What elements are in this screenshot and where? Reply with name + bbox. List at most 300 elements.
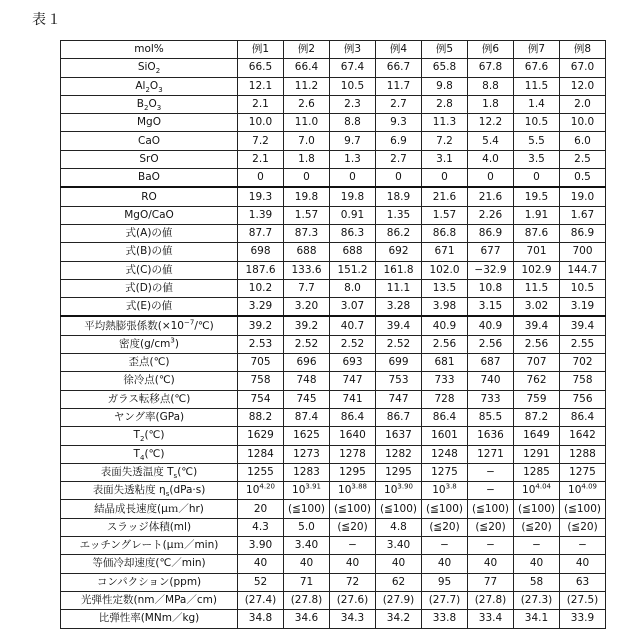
label-subscript: 3 <box>157 104 161 112</box>
cell-value: 0 <box>349 171 356 183</box>
table-row <box>61 372 606 390</box>
label-text: MgO/CaO <box>124 209 174 221</box>
value-cell <box>514 537 560 555</box>
value-cell <box>376 59 422 77</box>
table-row <box>61 610 606 628</box>
value-cell <box>238 77 284 95</box>
value-cell <box>514 518 560 536</box>
cell-value: 40.9 <box>433 320 456 332</box>
value-cell <box>376 224 422 242</box>
cell-value: 2.53 <box>249 338 272 350</box>
value-cell <box>422 573 468 591</box>
cell-value: 20 <box>254 503 267 515</box>
value-cell <box>238 390 284 408</box>
label-text: T <box>134 448 140 460</box>
value-cell <box>514 482 560 500</box>
value-cell <box>284 187 330 206</box>
value-cell <box>560 316 606 335</box>
cell-value: 66.7 <box>387 61 410 73</box>
value-cell <box>422 95 468 113</box>
value-cell <box>468 316 514 335</box>
value-cell <box>422 518 468 536</box>
value-cell <box>422 335 468 353</box>
table-row <box>61 150 606 168</box>
value-cell <box>468 59 514 77</box>
value-cell <box>376 408 422 426</box>
cell-value: 8.0 <box>344 282 361 294</box>
cell-value: 0 <box>395 171 402 183</box>
cell-value: 40.7 <box>341 320 364 332</box>
value-cell <box>284 298 330 317</box>
glass-composition-table <box>60 40 606 629</box>
label-text: 式(D)の値 <box>125 282 173 294</box>
row-label <box>61 132 238 150</box>
cell-value: 39.2 <box>249 320 272 332</box>
cell-value: 705 <box>250 356 270 368</box>
label-text: 式(C)の値 <box>125 264 172 276</box>
cell-value: 19.5 <box>525 191 548 203</box>
cell-value: 3.07 <box>341 300 364 312</box>
value-cell <box>330 610 376 628</box>
value-cell <box>468 95 514 113</box>
cell-value: 1.8 <box>482 98 499 110</box>
cell-value: 8.8 <box>482 80 499 92</box>
cell-value: 1.39 <box>249 209 272 221</box>
value-cell <box>560 169 606 188</box>
label-subscript: 2 <box>140 435 144 443</box>
value-cell <box>330 132 376 150</box>
value-cell <box>330 390 376 408</box>
cell-value: 40 <box>438 557 451 569</box>
value-cell <box>284 316 330 335</box>
value-cell <box>560 537 606 555</box>
value-cell <box>422 372 468 390</box>
cell-value: 2.56 <box>479 338 502 350</box>
cell-value: 102.0 <box>429 264 459 276</box>
cell-value: 87.2 <box>525 411 548 423</box>
value-cell <box>514 59 560 77</box>
value-cell <box>422 408 468 426</box>
cell-value: 10 <box>432 484 445 496</box>
cell-value: 693 <box>342 356 362 368</box>
value-cell <box>514 132 560 150</box>
value-cell <box>376 114 422 132</box>
cell-value: 40 <box>576 557 589 569</box>
label-text: 平均熱膨張係数(×10 <box>84 320 184 332</box>
row-label <box>61 316 238 335</box>
table-row <box>61 59 606 77</box>
cell-value: 1640 <box>339 429 366 441</box>
cell-value: 151.2 <box>337 264 367 276</box>
cell-value: 6.9 <box>390 135 407 147</box>
cell-value: 0.91 <box>341 209 364 221</box>
value-cell <box>238 500 284 518</box>
table-row <box>61 132 606 150</box>
label-text: 光弾性定数(nm／MPa／cm) <box>81 594 217 606</box>
cell-value: 187.6 <box>245 264 275 276</box>
cell-value: 34.6 <box>295 612 318 624</box>
value-cell <box>330 169 376 188</box>
header-row <box>61 41 606 59</box>
label-text: Al <box>135 80 145 92</box>
cell-value: 10.2 <box>249 282 272 294</box>
cell-value: 1283 <box>293 466 320 478</box>
cell-value: (27.8) <box>475 594 507 606</box>
cell-value: 1.8 <box>298 153 315 165</box>
value-cell <box>376 354 422 372</box>
table-row <box>61 408 606 426</box>
cell-value: 2.7 <box>390 98 407 110</box>
cell-value: 700 <box>572 245 592 257</box>
cell-value: 1649 <box>523 429 550 441</box>
cell-value: 4.0 <box>482 153 499 165</box>
row-label <box>61 224 238 242</box>
cell-value: 3.40 <box>387 539 410 551</box>
value-cell <box>330 555 376 573</box>
cell-exponent: 4.20 <box>259 483 275 491</box>
value-cell <box>468 169 514 188</box>
cell-value: −32.9 <box>474 264 506 276</box>
label-text: ) <box>175 338 179 350</box>
table-row <box>61 77 606 95</box>
value-cell <box>422 482 468 500</box>
cell-value: 2.56 <box>525 338 548 350</box>
cell-value: − <box>348 539 357 551</box>
cell-value: 87.7 <box>249 227 272 239</box>
value-cell <box>422 114 468 132</box>
value-cell <box>376 482 422 500</box>
cell-value: 19.8 <box>341 191 364 203</box>
cell-exponent: 3.8 <box>446 483 457 491</box>
cell-value: 63 <box>576 576 589 588</box>
value-cell <box>468 518 514 536</box>
cell-value: 12.0 <box>571 80 594 92</box>
cell-value: 133.6 <box>291 264 321 276</box>
value-cell <box>560 206 606 224</box>
value-cell <box>468 243 514 261</box>
header-example: 例4 <box>376 41 422 59</box>
value-cell <box>560 518 606 536</box>
label-text: (dPa·s) <box>169 484 205 496</box>
value-cell <box>468 150 514 168</box>
value-cell <box>560 59 606 77</box>
value-cell <box>468 335 514 353</box>
value-cell <box>238 408 284 426</box>
cell-value: (≦100) <box>564 503 601 515</box>
value-cell <box>330 298 376 317</box>
cell-value: 11.1 <box>387 282 410 294</box>
table-row <box>61 518 606 536</box>
cell-value: 13.5 <box>433 282 456 294</box>
value-cell <box>560 445 606 463</box>
value-cell <box>238 555 284 573</box>
value-cell <box>376 95 422 113</box>
cell-value: 1629 <box>247 429 274 441</box>
cell-value: 3.98 <box>433 300 456 312</box>
label-text: 比弾性率(MNm／kg) <box>99 612 200 624</box>
value-cell <box>376 390 422 408</box>
cell-value: 0 <box>533 171 540 183</box>
value-cell <box>514 316 560 335</box>
cell-value: 1.57 <box>433 209 456 221</box>
cell-exponent: 3.88 <box>351 483 367 491</box>
value-cell <box>238 279 284 297</box>
value-cell <box>560 132 606 150</box>
value-cell <box>284 500 330 518</box>
table-row <box>61 243 606 261</box>
value-cell <box>330 408 376 426</box>
cell-value: 6.0 <box>574 135 591 147</box>
value-cell <box>238 169 284 188</box>
label-superscript: 3 <box>170 336 174 344</box>
cell-value: 65.8 <box>433 61 456 73</box>
cell-value: 741 <box>342 393 362 405</box>
cell-value: − <box>486 484 495 496</box>
cell-value: 10 <box>568 484 581 496</box>
cell-value: 72 <box>346 576 359 588</box>
value-cell <box>468 372 514 390</box>
value-cell <box>514 169 560 188</box>
value-cell <box>514 298 560 317</box>
cell-value: 3.15 <box>479 300 502 312</box>
cell-value: 86.4 <box>433 411 456 423</box>
table-row <box>61 537 606 555</box>
label-text: 表面失透粘度 η <box>93 484 166 496</box>
value-cell <box>422 591 468 609</box>
cell-value: 11.7 <box>387 80 410 92</box>
value-cell <box>514 224 560 242</box>
cell-value: 86.2 <box>387 227 410 239</box>
value-cell <box>468 77 514 95</box>
cell-value: 1255 <box>247 466 274 478</box>
value-cell <box>468 408 514 426</box>
value-cell <box>376 445 422 463</box>
label-text: 密度(g/cm <box>119 338 170 350</box>
cell-value: − <box>486 539 495 551</box>
cell-value: 86.4 <box>341 411 364 423</box>
value-cell <box>330 206 376 224</box>
cell-value: 11.5 <box>525 80 548 92</box>
table-row <box>61 279 606 297</box>
label-text: SrO <box>139 153 158 165</box>
cell-value: 77 <box>484 576 497 588</box>
value-cell <box>422 463 468 481</box>
header-example: 例8 <box>560 41 606 59</box>
value-cell <box>238 518 284 536</box>
label-text: 歪点(℃) <box>129 356 170 368</box>
row-label <box>61 408 238 426</box>
cell-value: 34.2 <box>387 612 410 624</box>
value-cell <box>468 354 514 372</box>
cell-value: 39.4 <box>571 320 594 332</box>
cell-value: 85.5 <box>479 411 502 423</box>
cell-value: 733 <box>434 374 454 386</box>
value-cell <box>560 390 606 408</box>
label-text: /℃) <box>194 320 213 332</box>
label-text: (℃) <box>177 466 197 478</box>
cell-value: 33.4 <box>479 612 502 624</box>
value-cell <box>422 445 468 463</box>
label-text: 等価冷却速度(℃／min) <box>92 557 205 569</box>
value-cell <box>330 573 376 591</box>
value-cell <box>514 408 560 426</box>
cell-value: (≦20) <box>521 521 551 533</box>
cell-value: 0 <box>441 171 448 183</box>
value-cell <box>560 261 606 279</box>
cell-exponent: 4.04 <box>535 483 551 491</box>
value-cell <box>376 150 422 168</box>
cell-value: 747 <box>388 393 408 405</box>
value-cell <box>330 77 376 95</box>
value-cell <box>422 224 468 242</box>
cell-value: 758 <box>250 374 270 386</box>
value-cell <box>468 610 514 628</box>
value-cell <box>514 335 560 353</box>
value-cell <box>330 224 376 242</box>
cell-value: 1601 <box>431 429 458 441</box>
value-cell <box>422 427 468 445</box>
table-row <box>61 261 606 279</box>
value-cell <box>376 243 422 261</box>
value-cell <box>468 132 514 150</box>
cell-value: 699 <box>388 356 408 368</box>
value-cell <box>468 445 514 463</box>
value-cell <box>422 537 468 555</box>
value-cell <box>330 518 376 536</box>
label-text: 徐冷点(℃) <box>123 374 175 386</box>
table-body <box>61 59 606 628</box>
value-cell <box>376 427 422 445</box>
value-cell <box>468 482 514 500</box>
row-label <box>61 169 238 188</box>
cell-value: 71 <box>300 576 313 588</box>
value-cell <box>514 243 560 261</box>
label-text: T <box>134 429 140 441</box>
value-cell <box>560 187 606 206</box>
table-row <box>61 573 606 591</box>
cell-value: 11.3 <box>433 116 456 128</box>
value-cell <box>376 169 422 188</box>
value-cell <box>238 206 284 224</box>
row-label <box>61 298 238 317</box>
value-cell <box>422 316 468 335</box>
value-cell <box>376 537 422 555</box>
value-cell <box>560 408 606 426</box>
value-cell <box>514 354 560 372</box>
value-cell <box>514 187 560 206</box>
cell-value: 33.9 <box>571 612 594 624</box>
cell-value: 18.9 <box>387 191 410 203</box>
table-row <box>61 206 606 224</box>
row-label <box>61 390 238 408</box>
value-cell <box>468 187 514 206</box>
cell-value: 8.8 <box>344 116 361 128</box>
value-cell <box>284 408 330 426</box>
cell-value: 40 <box>392 557 405 569</box>
value-cell <box>560 335 606 353</box>
cell-value: 2.0 <box>574 98 591 110</box>
cell-value: (≦100) <box>288 503 325 515</box>
value-cell <box>376 610 422 628</box>
value-cell <box>514 500 560 518</box>
cell-value: 2.56 <box>433 338 456 350</box>
label-text: コンパクション(ppm) <box>97 576 201 588</box>
value-cell <box>422 169 468 188</box>
cell-value: 10.5 <box>525 116 548 128</box>
value-cell <box>330 316 376 335</box>
value-cell <box>238 243 284 261</box>
label-text: CaO <box>138 135 160 147</box>
cell-value: 756 <box>572 393 592 405</box>
cell-value: 12.2 <box>479 116 502 128</box>
value-cell <box>284 224 330 242</box>
row-label <box>61 59 238 77</box>
value-cell <box>560 114 606 132</box>
row-label <box>61 279 238 297</box>
value-cell <box>284 573 330 591</box>
cell-value: − <box>532 539 541 551</box>
value-cell <box>468 390 514 408</box>
value-cell <box>284 591 330 609</box>
value-cell <box>560 95 606 113</box>
cell-value: 9.7 <box>344 135 361 147</box>
cell-value: 86.4 <box>571 411 594 423</box>
value-cell <box>468 427 514 445</box>
value-cell <box>560 591 606 609</box>
cell-value: 40 <box>300 557 313 569</box>
cell-value: 40 <box>530 557 543 569</box>
value-cell <box>284 261 330 279</box>
value-cell <box>376 335 422 353</box>
cell-value: 87.6 <box>525 227 548 239</box>
value-cell <box>560 427 606 445</box>
value-cell <box>422 610 468 628</box>
row-label <box>61 95 238 113</box>
value-cell <box>330 261 376 279</box>
value-cell <box>514 591 560 609</box>
cell-value: 11.0 <box>295 116 318 128</box>
table-row <box>61 335 606 353</box>
cell-value: 3.29 <box>249 300 272 312</box>
value-cell <box>514 555 560 573</box>
value-cell <box>376 298 422 317</box>
value-cell <box>238 150 284 168</box>
cell-value: 2.5 <box>574 153 591 165</box>
value-cell <box>238 187 284 206</box>
value-cell <box>468 261 514 279</box>
value-cell <box>284 610 330 628</box>
value-cell <box>560 500 606 518</box>
cell-value: 2.52 <box>387 338 410 350</box>
row-label <box>61 187 238 206</box>
value-cell <box>422 555 468 573</box>
label-text: ヤング率(GPa) <box>114 411 184 423</box>
value-cell <box>376 518 422 536</box>
cell-value: 3.40 <box>295 539 318 551</box>
label-subscript: 2 <box>144 104 148 112</box>
value-cell <box>560 224 606 242</box>
cell-value: 2.1 <box>252 153 269 165</box>
cell-value: 10 <box>292 484 305 496</box>
label-text: ガラス転移点(℃) <box>108 393 191 405</box>
cell-value: 3.20 <box>295 300 318 312</box>
table-row <box>61 298 606 317</box>
value-cell <box>330 463 376 481</box>
label-subscript: s <box>166 490 170 498</box>
cell-value: 1282 <box>385 448 412 460</box>
table-row <box>61 591 606 609</box>
value-cell <box>514 445 560 463</box>
